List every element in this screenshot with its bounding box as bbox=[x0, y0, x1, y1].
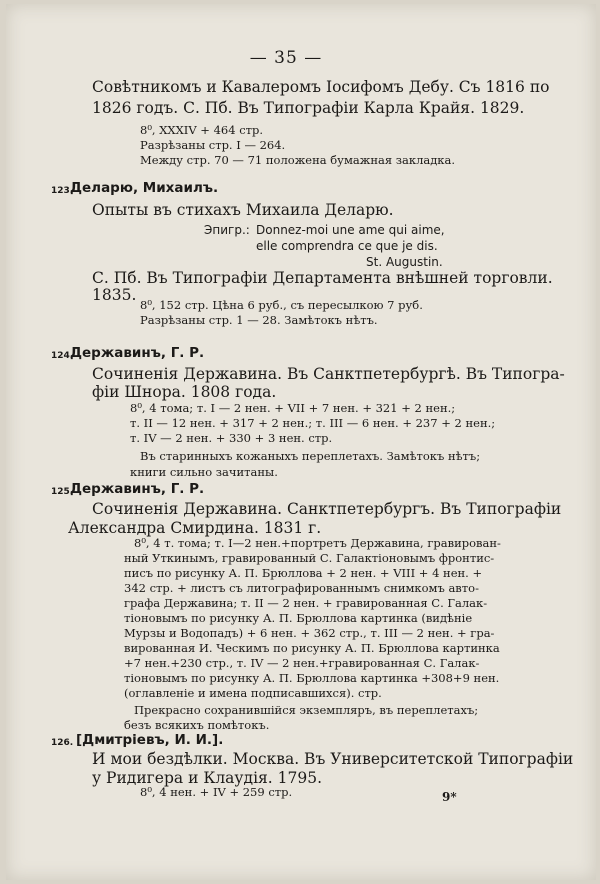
page-number: — 35 — bbox=[249, 48, 323, 68]
intro-note: 8⁰, XXXIV + 464 стр. bbox=[140, 123, 264, 137]
book-page bbox=[6, 4, 596, 880]
intro-note: Разрѣзаны стр. I — 264. bbox=[140, 138, 286, 152]
entry-note: вированная И. Ческимъ по рисунку А. П. Брюллова картинка bbox=[124, 641, 500, 655]
entry-title: Сочиненія Державина. Въ Санктпетербургѣ. Въ Типогра- bbox=[92, 365, 565, 383]
entry-imprint: С. Пб. Въ Типографіи Департамента внѣшней торговли. bbox=[92, 269, 553, 287]
entry-number: 125. bbox=[51, 487, 74, 497]
entry-title: фіи Шнора. 1808 года. bbox=[92, 383, 277, 401]
epigraph-line: elle comprendra ce que je dis. bbox=[256, 239, 438, 253]
entry-number: 126. bbox=[51, 738, 74, 748]
entry-title: у Ридигера и Клаудія. 1795. bbox=[92, 769, 323, 787]
entry-number: 123. bbox=[51, 186, 74, 196]
entry-note: 342 стр. + листъ съ литографированнымъ снимкомъ авто- bbox=[124, 581, 479, 595]
entry-note: ный Уткинымъ, гравированный С. Галактіоновымъ фронтис- bbox=[124, 551, 495, 565]
entry-title: Александра Смирдина. 1831 г. bbox=[68, 519, 322, 537]
entry-note: 8⁰, 4 тома; т. I — 2 нен. + VII + 7 нен. + 321 + 2 нен.; bbox=[130, 401, 456, 415]
entry-note: Разрѣзаны стр. 1 — 28. Замѣтокъ нѣтъ. bbox=[140, 313, 378, 327]
entry-note: тіоновымъ по рисунку А. П. Брюллова картинка +308+9 нен. bbox=[124, 671, 500, 685]
entry-note: Мурзы и Водопадъ) + 6 нен. + 362 стр., т. III — 2 нен. + гра- bbox=[124, 626, 495, 640]
epigraph-attribution: St. Augustin. bbox=[366, 255, 443, 269]
epigraph-label: Эпигр.: bbox=[204, 223, 250, 237]
entry-note: (оглавленіе и имена подписавшихся). стр. bbox=[124, 686, 382, 700]
entry-note: 8⁰, 152 стр. Цѣна 6 руб., съ пересылкою 7 руб. bbox=[140, 298, 423, 312]
intro-line: Совѣтникомъ и Кавалеромъ Іосифомъ Дебу. Съ 1816 по bbox=[92, 78, 550, 96]
entry-author: Державинъ, Г. Р. bbox=[70, 345, 205, 361]
entry-number: 124. bbox=[51, 351, 74, 361]
intro-note: Между стр. 70 — 71 положена бумажная закладка. bbox=[140, 153, 456, 167]
entry-note: 8⁰, 4 т. тома; т. I—2 нен.+портретъ Державина, гравирован- bbox=[134, 536, 501, 550]
entry-imprint: 1835. bbox=[92, 286, 137, 304]
entry-note: тіоновымъ по рисунку А. П. Брюллова картинка (видѣніе bbox=[124, 611, 473, 625]
entry-title: Опыты въ стихахъ Михаила Деларю. bbox=[92, 201, 394, 219]
entry-note: книги сильно зачитаны. bbox=[130, 465, 278, 479]
entry-note: писъ по рисунку А. П. Брюллова + 2 нен. + VIII + 4 нен. + bbox=[124, 566, 483, 580]
entry-note: Въ старинныхъ кожаныхъ переплетахъ. Замѣтокъ нѣтъ; bbox=[140, 449, 481, 463]
entry-author: Деларю, Михаилъ. bbox=[70, 180, 219, 196]
epigraph-line: Donnez-moi une ame qui aime, bbox=[256, 223, 445, 237]
entry-note: Прекрасно сохранившійся экземпляръ, въ переплетахъ; bbox=[134, 703, 479, 717]
entry-title: Сочиненія Державина. Санктпетербургъ. Въ Типографіи bbox=[92, 500, 562, 518]
entry-author: Державинъ, Г. Р. bbox=[70, 481, 205, 497]
entry-note: 8⁰, 4 нен. + IV + 259 стр. bbox=[140, 785, 293, 799]
intro-line: 1826 годъ. С. Пб. Въ Типографіи Карла Крайя. 1829. bbox=[92, 99, 525, 117]
entry-note: безъ всякихъ помѣтокъ. bbox=[124, 718, 270, 732]
entry-note: т. IV — 2 нен. + 330 + 3 нен. стр. bbox=[130, 431, 333, 445]
entry-note: графа Державина; т. II — 2 нен. + гравированная С. Галак- bbox=[124, 596, 488, 610]
entry-author: [Дмитріевъ, И. И.]. bbox=[76, 732, 224, 748]
entry-note: +7 нен.+230 стр., т. IV — 2 нен.+гравированная С. Галак- bbox=[124, 656, 480, 670]
entry-title: И мои бездѣлки. Москва. Въ Университетской Типографіи bbox=[92, 750, 574, 768]
entry-note: т. II — 12 нен. + 317 + 2 нен.; т. III — 6 нен. + 237 + 2 нен.; bbox=[130, 416, 496, 430]
signature-mark: 9* bbox=[442, 790, 457, 804]
